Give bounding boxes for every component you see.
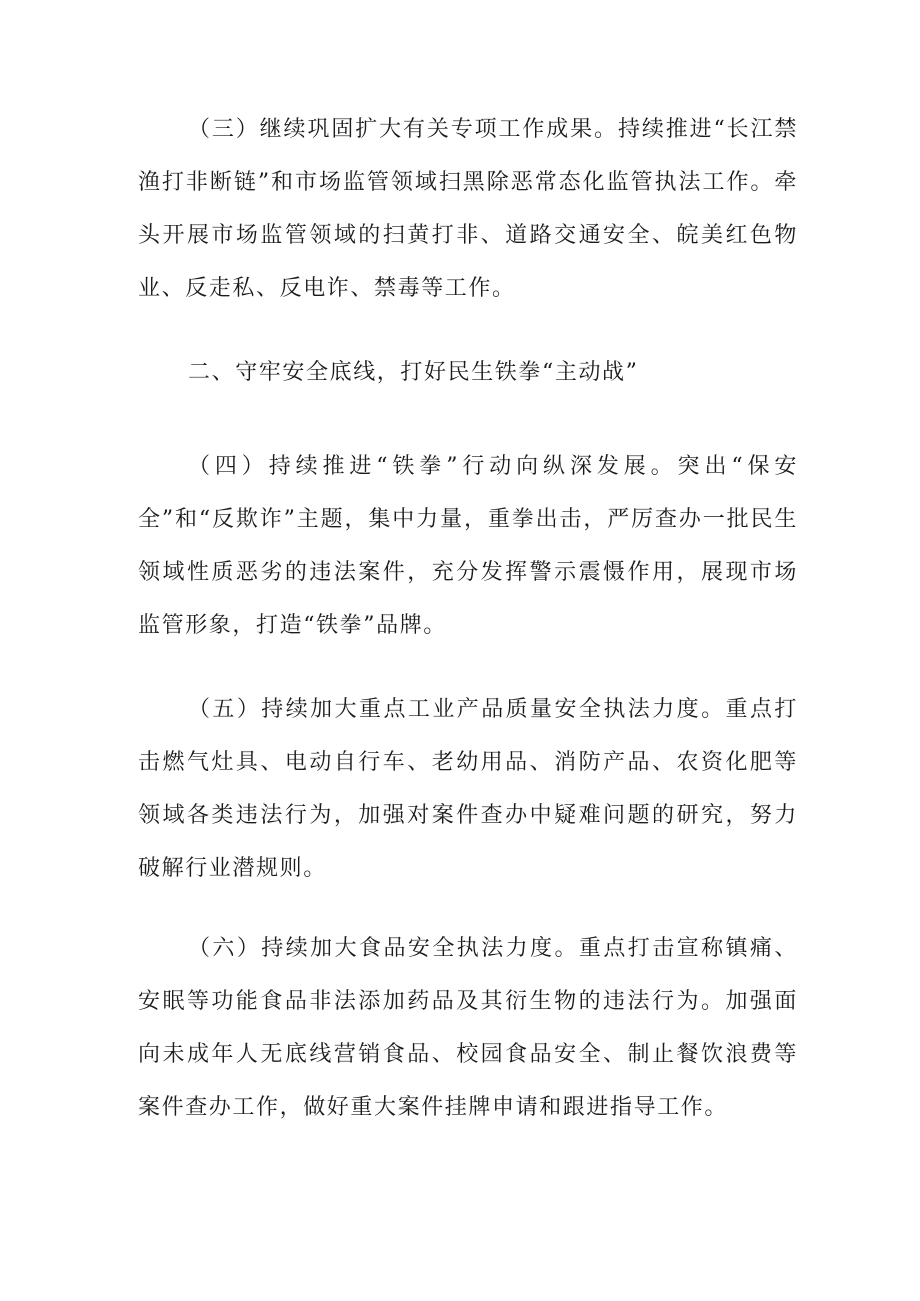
paragraph-6: （六）持续加大食品安全执法力度。重点打击宣称镇痛、安眠等功能食品非法添加药品及其衍生物的违法行为。加强面向未成年人无底线营销食品、校园食品安全、制止餐饮浪费等案件查办工作，做好重大案件挂牌申请和跟进指导工作。	[138, 936, 798, 1120]
section-2-heading: 二、守牢安全底线，打好民生铁拳“主动战”	[188, 360, 639, 385]
paragraph-3: （三）继续巩固扩大有关专项工作成果。持续推进“长江禁渔打非断链”和市场监管领域扫黑除恶常态化监管执法工作。牵头开展市场监管领域的扫黄打非、道路交通安全、皖美红色物业、反走私、反电诈、禁毒等工作。	[138, 117, 798, 301]
paragraph-5: （五）持续加大重点工业产品质量安全执法力度。重点打击燃气灶具、电动自行车、老幼用品、消防产品、农资化肥等领域各类违法行为，加强对案件查办中疑难问题的研究，努力破解行业潜规则。	[138, 697, 798, 881]
paragraph-4: （四）持续推进“铁拳”行动向纵深发展。突出“保安全”和“反欺诈”主题，集中力量，重拳出击，严厉查办一批民生领域性质恶劣的违法案件，充分发挥警示震慑作用，展现市场监管形象，打造“铁拳”品牌。	[138, 454, 798, 638]
